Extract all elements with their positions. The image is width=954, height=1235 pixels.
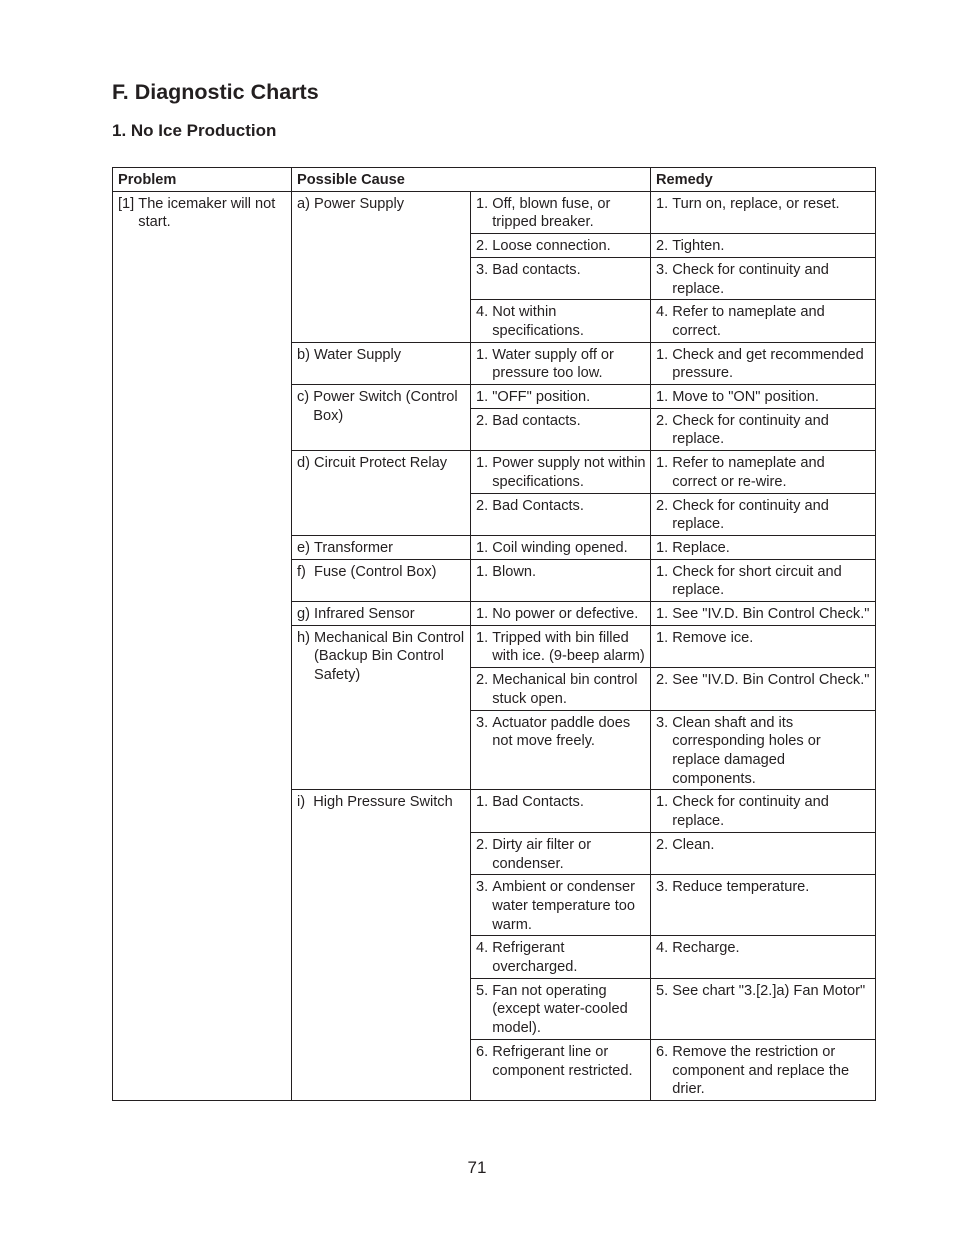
cause-detail [476,671,646,708]
cause-detail [476,982,646,1038]
cause-group-text: Circuit Protect Relay [314,455,448,472]
cause-group-text: Power Switch (Control Box) [313,389,458,424]
cause-detail-cell [471,559,651,601]
remedy-number: 1. [656,794,673,811]
cause-group-cell [292,790,471,1101]
cause-detail-text: Off, blown fuse, or tripped breaker. [492,195,611,231]
cause-detail [476,939,646,976]
cause-group-cell [292,342,471,384]
remedy [656,793,871,830]
remedy-text: Check for continuity and replace. [672,794,829,830]
remedy [656,388,871,407]
cause-detail-number: 2. [476,836,493,853]
remedy-cell [651,535,876,559]
remedy-cell [651,191,876,233]
cause-group [297,195,466,214]
remedy-number: 1. [656,346,673,363]
remedy-text: See "IV.D. Bin Control Check." [672,672,870,689]
remedy-cell [651,257,876,299]
cause-detail-text: Bad contacts. [492,412,581,429]
remedy-cell [651,300,876,342]
cause-group [297,563,466,582]
cause-detail-cell [471,710,651,790]
cause-detail-number: 1. [476,539,493,556]
remedy-text: Check for continuity and replace. [672,261,829,297]
cause-detail-number: 1. [476,346,493,363]
cause-group-cell [292,559,471,601]
remedy-number: 1. [656,389,673,406]
cause-group-text: Water Supply [314,346,402,363]
remedy-text: Check for continuity and replace. [672,412,829,448]
cause-detail-cell [471,602,651,626]
cause-detail-cell [471,875,651,936]
cause-detail-text: Tripped with bin filled with ice. (9-beep alarm) [492,629,645,665]
diagnostic-table [112,167,876,1101]
remedy-cell [651,385,876,409]
problem [118,195,287,232]
cause-detail-text: Mechanical bin control stuck open. [492,672,638,707]
cause-group-number: g) [297,606,315,623]
remedy-cell [651,493,876,535]
cause-detail-cell [471,625,651,667]
remedy-number: 1. [656,606,673,623]
remedy-number: 3. [656,714,673,731]
remedy-cell [651,408,876,450]
remedy [656,1043,871,1099]
table-header-row [113,168,876,192]
remedy-text: Check for continuity and replace. [672,497,829,533]
cause-detail-number: 1. [476,195,493,212]
remedy-number: 3. [656,261,673,278]
remedy [656,982,871,1001]
cause-detail [476,836,646,873]
cause-detail-text: Ambient or condenser water temperature too warm. [492,879,636,933]
remedy-number: 3. [656,879,673,896]
table-row [113,191,876,233]
remedy-number: 2. [656,672,673,689]
remedy-number: 2. [656,238,673,255]
cause-detail-text: No power or defective. [492,606,639,623]
remedy-text: Remove ice. [672,629,754,646]
cause-detail-number: 2. [476,672,493,689]
remedy-number: 2. [656,497,673,514]
cause-detail [476,261,646,280]
cause-detail [476,539,646,558]
remedy-text: Remove the restriction or component and replace the drier. [672,1043,850,1098]
remedy [656,454,871,491]
cause-group-text: Fuse (Control Box) [314,563,437,580]
cause-group [297,793,466,812]
cause-detail [476,346,646,383]
remedy-number: 1. [656,539,673,556]
cause-group-cell [292,385,471,451]
cause-detail [476,497,646,516]
remedy-number: 6. [656,1043,673,1060]
remedy [656,195,871,214]
remedy-cell [651,668,876,710]
header-possible-cause: Possible Cause [292,168,651,192]
cause-detail-cell [471,668,651,710]
cause-detail-cell [471,191,651,233]
cause-detail-number: 2. [476,497,493,514]
cause-detail-number: 4. [476,940,493,957]
remedy-text: Refer to nameplate and correct. [672,304,825,339]
cause-detail-text: Actuator paddle does not move freely. [492,714,631,750]
cause-detail-number: 1. [476,563,493,580]
remedy-text: See chart "3.[2.]a) Fan Motor" [672,982,866,999]
problem-text: The icemaker will not start. [138,195,276,231]
cause-detail-text: Not within specifications. [492,304,584,339]
cause-group-number: h) [297,629,315,646]
remedy [656,539,871,558]
remedy-text: Move to "ON" position. [672,389,819,406]
remedy [656,714,871,789]
cause-detail-number: 6. [476,1043,493,1060]
cause-group-number: f) [297,563,315,580]
remedy [656,836,871,855]
cause-group-number: c) [297,389,314,406]
cause-detail [476,563,646,582]
cause-detail-number: 5. [476,982,493,999]
cause-detail [476,1043,646,1080]
cause-detail-number: 1. [476,629,493,646]
remedy-cell [651,936,876,978]
cause-detail-number: 4. [476,304,493,321]
cause-group-text: Mechanical Bin Control (Backup Bin Control Safety) [314,629,465,684]
problem-cell [113,191,292,1100]
cause-detail-cell [471,832,651,874]
cause-detail-cell [471,790,651,832]
cause-detail-cell [471,408,651,450]
cause-detail-cell [471,535,651,559]
remedy-cell [651,342,876,384]
remedy-cell [651,790,876,832]
remedy [656,497,871,534]
remedy [656,563,871,600]
remedy-text: Replace. [672,539,730,556]
cause-group [297,454,466,473]
remedy-cell [651,625,876,667]
remedy [656,878,871,897]
cause-group-text: Power Supply [314,195,405,212]
remedy-text: Tighten. [672,238,725,255]
remedy-text: Reduce temperature. [672,879,810,896]
remedy-number: 1. [656,455,673,472]
cause-detail [476,793,646,812]
cause-group-number: d) [297,455,315,472]
cause-detail-cell [471,936,651,978]
problem-number: [1] [118,195,139,212]
remedy-number: 2. [656,412,673,429]
cause-detail-text: Coil winding opened. [492,539,628,556]
remedy-number: 1. [656,629,673,646]
remedy [656,671,871,690]
cause-group [297,388,466,425]
remedy [656,346,871,383]
cause-detail [476,303,646,340]
remedy-text: Clean. [672,836,715,853]
cause-group [297,629,466,685]
cause-group-cell [292,602,471,626]
cause-group [297,539,466,558]
remedy-text: Check for short circuit and replace. [672,563,842,599]
cause-group [297,346,466,365]
remedy-text: Clean shaft and its corresponding holes or replace damaged components. [672,714,821,787]
cause-detail-text: Refrigerant overcharged. [492,940,578,976]
cause-detail-cell [471,385,651,409]
cause-detail-text: Bad contacts. [492,261,581,278]
remedy-number: 1. [656,563,673,580]
remedy [656,605,871,624]
remedy [656,261,871,298]
cause-detail-text: Refrigerant line or component restricted. [492,1043,633,1079]
remedy [656,412,871,449]
remedy [656,303,871,340]
cause-group-number: b) [297,346,315,363]
cause-detail [476,412,646,431]
cause-group-number: i) [297,794,314,811]
cause-detail-text: Loose connection. [492,238,611,255]
cause-detail-cell [471,978,651,1039]
cause-detail-cell [471,257,651,299]
chart-subheading: 1. No Ice Production [112,121,277,140]
cause-detail [476,629,646,666]
remedy-text: Check and get recommended pressure. [672,346,864,382]
remedy-number: 5. [656,982,673,999]
cause-detail-cell [471,342,651,384]
remedy-number: 4. [656,940,673,957]
remedy-text: Refer to nameplate and correct or re-wire. [672,455,825,490]
cause-detail-number: 2. [476,238,493,255]
remedy-number: 2. [656,836,673,853]
cause-detail-number: 1. [476,794,493,811]
page-number: 71 [467,1158,487,1177]
remedy-text: Turn on, replace, or reset. [672,195,840,212]
remedy [656,939,871,958]
remedy-cell [651,710,876,790]
cause-group-text: High Pressure Switch [313,794,453,811]
cause-detail-cell [471,493,651,535]
remedy-number: 1. [656,195,673,212]
cause-detail [476,714,646,751]
cause-detail-text: Bad Contacts. [492,497,584,514]
cause-detail [476,388,646,407]
header-problem: Problem [113,168,292,192]
section-heading: F. Diagnostic Charts [112,80,319,104]
cause-detail-text: "OFF" position. [492,389,591,406]
cause-detail-cell [471,451,651,493]
table-body [113,191,876,1100]
remedy-cell [651,832,876,874]
cause-detail [476,195,646,232]
cause-group [297,605,466,624]
cause-detail-number: 1. [476,455,493,472]
cause-group-text: Infrared Sensor [314,606,415,623]
cause-detail-text: Blown. [492,563,537,580]
remedy-cell [651,602,876,626]
cause-detail-number: 3. [476,879,493,896]
cause-group-cell [292,191,471,342]
cause-detail-text: Water supply off or pressure too low. [492,346,614,382]
cause-detail-number: 1. [476,389,493,406]
remedy [656,629,871,648]
cause-detail-number: 3. [476,714,493,731]
cause-detail [476,454,646,491]
remedy-cell [651,234,876,258]
remedy-text: Recharge. [672,940,740,957]
cause-group-text: Transformer [314,539,393,556]
remedy-cell [651,1039,876,1100]
cause-group-cell [292,451,471,536]
remedy-cell [651,978,876,1039]
header-remedy: Remedy [651,168,876,192]
remedy-number: 4. [656,304,673,321]
cause-detail-text: Dirty air filter or condenser. [492,836,592,872]
remedy-cell [651,875,876,936]
cause-detail-cell [471,234,651,258]
cause-detail-text: Bad Contacts. [492,794,584,811]
remedy-text: See "IV.D. Bin Control Check." [672,606,870,623]
cause-detail-number: 1. [476,606,493,623]
remedy [656,237,871,256]
remedy-cell [651,451,876,493]
cause-detail-number: 3. [476,261,493,278]
cause-detail [476,878,646,934]
cause-group-number: e) [297,539,315,556]
cause-detail [476,605,646,624]
remedy-cell [651,559,876,601]
cause-group-cell [292,535,471,559]
cause-detail-text: Power supply not within specifications. [492,455,646,490]
cause-group-cell [292,625,471,790]
cause-detail [476,237,646,256]
cause-group-number: a) [297,195,315,212]
cause-detail-cell [471,1039,651,1100]
cause-detail-number: 2. [476,412,493,429]
cause-detail-cell [471,300,651,342]
cause-detail-text: Fan not operating (except water-cooled model). [492,982,628,1037]
